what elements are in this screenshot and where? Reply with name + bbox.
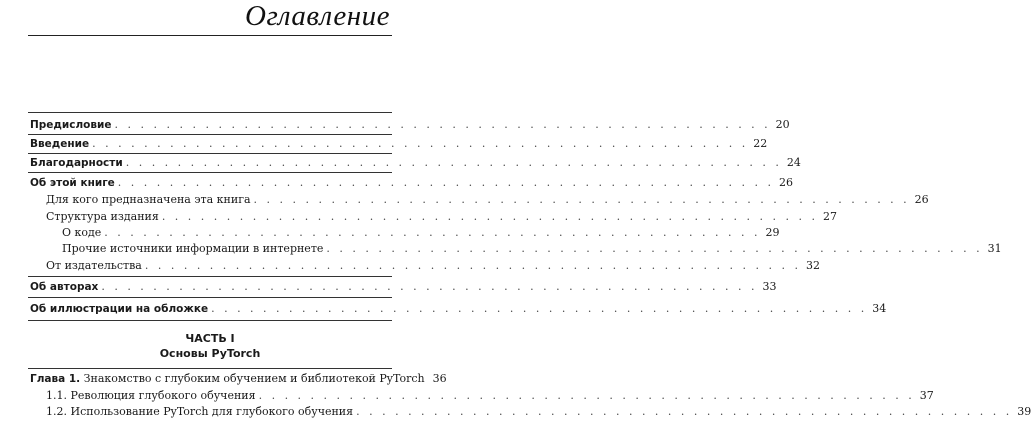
toc-page-number: 20 [775, 118, 790, 131]
toc-entry-structure[interactable] [0, 210, 837, 226]
leader-dots: . . . . . . . . . . . . . . . . . . . . . . . . . . . . . . . . . . . . . . . . . . . . . . . . . . . [101, 280, 758, 293]
toc-entry-label: Введение [30, 138, 90, 150]
toc-entry-preface[interactable] [0, 118, 790, 134]
section-rule [28, 297, 392, 298]
leader-dots: . . . . . . . . . . . . . . . . . . . . . . . . . . . . . . . . . . . . . . . . . . . . . . . . . . . [125, 156, 782, 169]
toc-page-number: 32 [806, 259, 820, 272]
leader-dots: . . . . . . . . . . . . . . . . . . . . . . . . . . . . . . . . . . . . . . . . . . . . . . . . . . . [117, 176, 774, 189]
chapter-prefix: Глава 1. [30, 373, 81, 385]
toc-entry-introduction[interactable] [0, 137, 768, 153]
toc-entry-label: Для кого предназначена эта книга [46, 193, 251, 206]
toc-entry-label: Об авторах [30, 281, 99, 293]
section-rule [28, 153, 392, 154]
toc-page-number: 33 [762, 280, 777, 293]
leader-dots: . . . . . . . . . . . . . . . . . . . . . . . . . . . . . . . . . . . . . . . . . . . . . . . . . . . [253, 193, 910, 206]
leader-dots: . . . . . . . . . . . . . . . . . . . . . . . . . . . . . . . . . . . . . . . . . . . . . . . . . . . [258, 389, 915, 402]
page-title: Оглавление [245, 0, 390, 32]
leader-dots: . . . . . . . . . . . . . . . . . . . . . . . . . . . . . . . . . . . . . . . . . . . . . . . . . . . [104, 226, 761, 239]
toc-page-number: 22 [753, 137, 768, 150]
toc-entry-authors[interactable] [0, 280, 777, 296]
toc-page-number: 29 [765, 226, 780, 239]
toc-entry-acknowledgements[interactable] [0, 156, 801, 172]
toc-page-number: 26 [778, 176, 793, 189]
toc-entry-label: Об иллюстрации на обложке [30, 303, 209, 315]
toc-page-number: 37 [919, 389, 934, 402]
toc-entry-label: Прочие источники информации в интернете [62, 242, 324, 255]
toc-entry-label: Структура издания [46, 210, 159, 223]
toc-page-number: 24 [786, 156, 801, 169]
toc-entry-label: 1.2. Использование PyTorch для глубокого обучения [46, 405, 354, 418]
toc-entry-about-book[interactable] [0, 176, 793, 192]
section-rule [28, 276, 392, 277]
section-rule [28, 320, 392, 321]
toc-page-number: 27 [822, 210, 837, 223]
page-header [0, 0, 420, 40]
toc-page-number: 26 [914, 193, 929, 206]
toc-entry-label: От издательства [46, 259, 142, 272]
toc-entry-chapter-1[interactable] [0, 372, 447, 388]
toc-entry-online-resources[interactable] [0, 242, 1002, 258]
toc-entry-label: 1.1. Революция глубокого обучения [46, 389, 256, 402]
leader-dots: . . . . . . . . . . . . . . . . . . . . . . . . . . . . . . . . . . . . . . . . . . . . . . . . . . . [161, 210, 818, 223]
toc-entry-audience[interactable] [0, 193, 929, 209]
toc-entry-cover[interactable] [0, 302, 887, 318]
part-title: Основы PyTorch [159, 347, 261, 360]
leader-dots: . . . . . . . . . . . . . . . . . . . . . . . . . . . . . . . . . . . . . . . . . . . . . . . . . . . [114, 118, 771, 131]
toc-page-number: 31 [987, 242, 1002, 255]
section-rule [28, 368, 392, 369]
chapter-title: Знакомство с глубоким обучением и библиотекой PyTorch [83, 372, 425, 385]
toc-entry-label: Благодарности [30, 157, 123, 169]
leader-dots: . . . . . . . . . . . . . . . . . . . . . . . . . . . . . . . . . . . . . . . . . . . . . . . . . . . [211, 302, 868, 315]
leader-dots: . . . . . . . . . . . . . . . . . . . . . . . . . . . . . . . . . . . . . . . . . . . . . . . . . . . [356, 405, 1013, 418]
leader-dots: . . . . . . . . . . . . . . . . . . . . . . . . . . . . . . . . . . . . . . . . . . . . . . . . . . . [326, 242, 983, 255]
leader-dots: . . . . . . . . . . . . . . . . . . . . . . . . . . . . . . . . . . . . . . . . . . . . . . . . . . . [92, 137, 749, 150]
toc-entry-section-1-2[interactable] [0, 405, 1031, 421]
section-rule [28, 134, 392, 135]
section-rule [28, 112, 392, 113]
toc-entry-code[interactable] [0, 226, 780, 242]
toc-page-number: 36 [432, 372, 447, 385]
toc-page-number: 39 [1017, 405, 1031, 418]
toc-entry-label: Об этой книге [30, 177, 115, 189]
toc-page-number: 34 [872, 302, 887, 315]
part-number: ЧАСТЬ I [185, 332, 235, 345]
toc-entry-section-1-1[interactable] [0, 389, 934, 405]
leader-dots: . . . . . . . . . . . . . . . . . . . . . . . . . . . . . . . . . . . . . . . . . . . . . . . . . . . [144, 259, 801, 272]
toc-entry-label: Предисловие [30, 119, 112, 131]
toc-entry-publisher[interactable] [0, 259, 820, 275]
section-rule [28, 172, 392, 173]
header-rule [28, 35, 392, 36]
toc-entry-label [30, 372, 425, 385]
toc-entry-label: О коде [62, 226, 102, 239]
